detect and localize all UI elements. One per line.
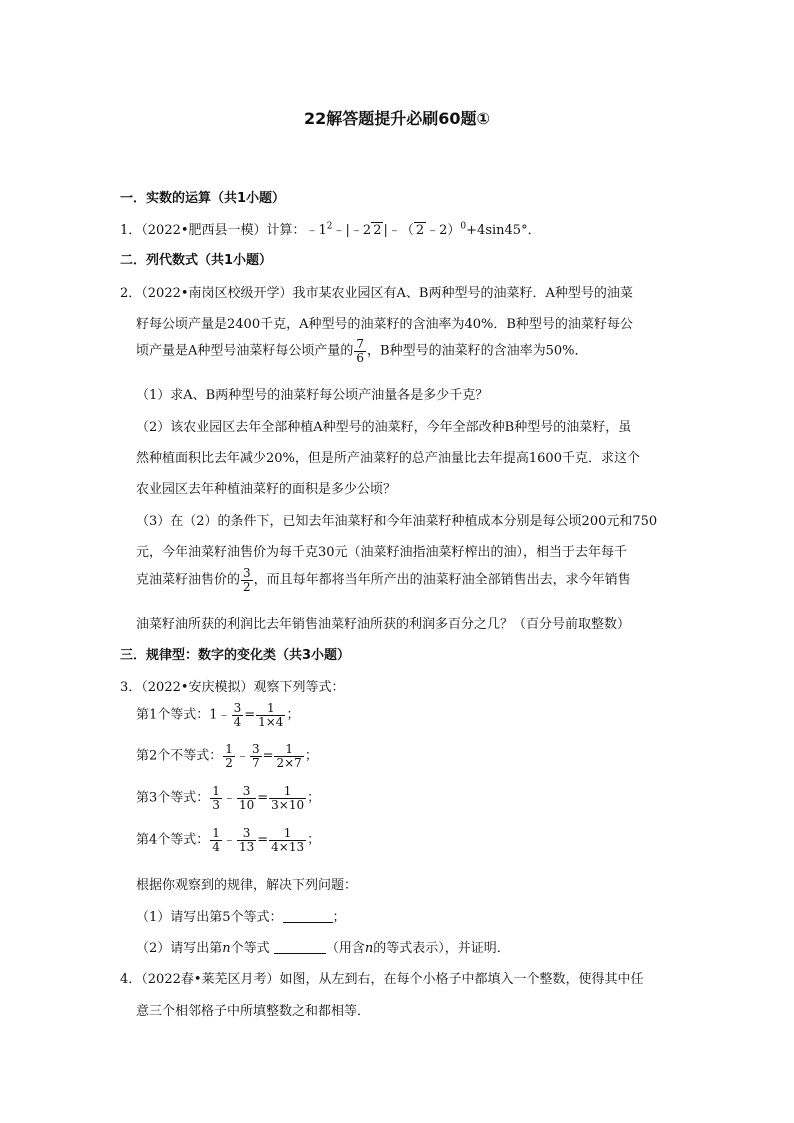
q2-line-1: 2．（2022•南岗区校级开学）我市某农业园区有A、B两种型号的油菜籽．A种型号的油菜	[120, 286, 633, 301]
section-header-1: 一．实数的运算（共1小题）	[120, 191, 286, 206]
q4-line-1: 4．（2022春•莱芜区月考）如图，从左到右，在每个小格子中都填入一个整数，使得其中任	[120, 972, 644, 987]
q2-part-2-line-3: 农业园区去年种植油菜籽的面积是多少公顷？	[136, 482, 397, 497]
section-header-2: 二．列代数式（共1小题）	[120, 253, 273, 268]
equation-4: 第4个等式： $\frac{1}{4}$ ﹣ $\frac{3}{13}$ = $\frac{1}{4\times 13}$ ；	[136, 826, 321, 854]
q2-part-1: （1）求A、B两种型号的油菜籽每公顷产油量各是多少千克？	[136, 388, 489, 403]
q2-part-3-line-2: 元，今年油菜籽油售价为每千克30元（油菜籽油指油菜籽榨出的油），相当于去年每千	[136, 545, 628, 560]
q4-line-2: 意三个相邻格子中所填整数之和都相等．	[136, 1004, 371, 1019]
question-1: 1．（2022•肥西县一模）计算：$﹣1^2﹣|﹣2$ 2 |﹣（ 2 ﹣2）$^0$+4sin45°．	[120, 221, 541, 238]
q2-line-3: 顷产量是A种型号油菜籽每公顷产量的 $\frac{7}{6}$ ，B种型号的油菜籽的含油率为50%．	[136, 337, 588, 365]
fraction-7-6: $\frac{7}{6}$	[356, 337, 365, 365]
q3-rule: 根据你观察到的规律，解决下列问题：	[136, 878, 358, 893]
answer-blank-2[interactable]	[274, 941, 326, 954]
q2-part-3-line-3: 克油菜籽油售价的 $\frac{3}{2}$ ，而且每年都将当年所产出的油菜籽油全部销售出去，求今年销售	[136, 566, 631, 594]
equation-1: 第1个等式：1﹣ $\frac{3}{4}$ = $\frac{1}{1\times 4}$ ；	[136, 701, 300, 729]
q2-part-2-line-1: （2）该农业园区去年全部种植A种型号的油菜籽，今年全部改种B种型号的油菜籽，虽	[136, 420, 632, 435]
q2-line-2: 籽每公顷产量是2400千克，A种型号的油菜籽的含油率为40%．B种型号的油菜籽每公	[136, 317, 633, 332]
answer-blank-1[interactable]	[283, 910, 333, 923]
equation-2: 第2个不等式： $\frac{1}{2}$ ﹣ $\frac{3}{7}$ = $\frac{1}{2\times 7}$ ；	[136, 742, 318, 770]
q2-part-3-line-4: 油菜籽油所获的利润比去年销售油菜籽油所获的利润多百分之几？（百分号前取整数）	[136, 617, 631, 632]
q2-part-3-line-1: （3）在（2）的条件下，已知去年油菜籽和今年油菜籽种植成本分别是每公顷200元和750	[136, 514, 658, 529]
q2-part-2-line-2: 然种植面积比去年减少20%，但是所产油菜籽的总产油量比去年提高1600千克．求这个	[136, 451, 640, 466]
q3-intro: 3．（2022•安庆模拟）观察下列等式：	[120, 680, 345, 695]
q3-part-2: （2）请写出第n个等式 （用含n的等式表示），并证明．	[136, 941, 510, 956]
page-title: 22解答题提升必刷60题①	[303, 109, 491, 128]
section-header-3: 三．规律型：数字的变化类（共3小题）	[120, 648, 351, 663]
fraction-3-2: $\frac{3}{2}$	[243, 566, 251, 594]
equation-3: 第3个等式： $\frac{1}{3}$ ﹣ $\frac{3}{10}$ = $\frac{1}{3\times 10}$ ；	[136, 784, 321, 812]
q3-part-1: （1）请写出第5个等式： ；	[136, 910, 346, 925]
